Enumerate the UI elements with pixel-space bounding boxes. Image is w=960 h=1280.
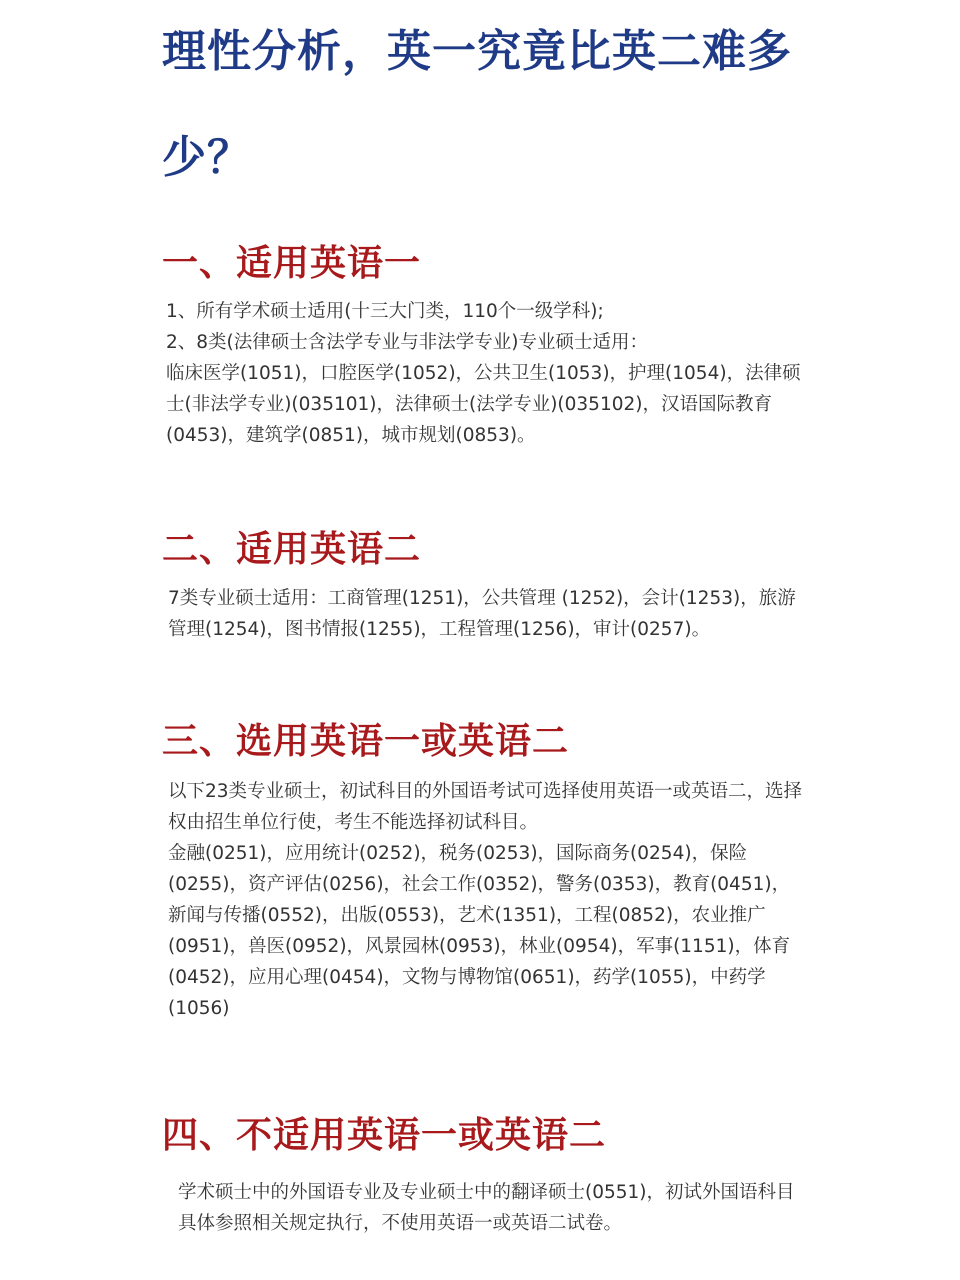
section-3-heading: 三、选用英语一或英语二: [162, 721, 570, 762]
section-3-body: [168, 776, 808, 1024]
section-4-line-1: 学术硕士中的外国语专业及专业硕士中的翻译硕士(0551)，初试外国语科目具体参照相关规定执行，不使用英语一或英语二试卷。: [178, 1182, 795, 1234]
section-2-body: [168, 583, 808, 645]
section-2-line-1: 7类专业硕士适用：工商管理(1251)，公共管理 (1252)，会计(1253)，旅游管理(1254)，图书情报(1255)，工程管理(1256)，审计(0257)。: [168, 588, 796, 640]
section-4-body: [178, 1177, 808, 1239]
section-1-line-1: 1、所有学术硕士适用(十三大门类，110个一级学科);: [166, 301, 604, 322]
section-4-heading: 四、不适用英语一或英语二: [162, 1115, 607, 1156]
section-1-heading: 一、适用英语一: [162, 243, 422, 284]
section-1-line-3: 临床医学(1051)，口腔医学(1052)，公共卫生(1053)，护理(1054)，法律硕士(非法学专业)(035101)，法律硕士(法学专业)(035102)，汉语国际教育(0453)，建筑学(0851)，城市规划(0853)。: [166, 363, 801, 446]
section-3-line-2: 金融(0251)，应用统计(0252)，税务(0253)，国际商务(0254)，保险(0255)，资产评估(0256)，社会工作(0352)，警务(0353)，教育(0451)，新闻与传播(0552)，出版(0553)，艺术(1351)，工程(0852)，农业推广(0951)，兽医(0952)，风景园林(0953)，林业(0954)，军事(1151)，体育(0452)，应用心理(0454)，文物与博物馆(0651)，药学(1055)，中药学(1056): [168, 843, 791, 1019]
section-2-heading: 二、适用英语二: [162, 529, 422, 570]
section-1-body: [166, 296, 806, 451]
page-title-line-1: 理性分析，英一究竟比英二难多: [162, 26, 792, 77]
page-title-line-2: 少？: [162, 132, 252, 183]
section-1-line-2: 2、8类(法律硕士含法学专业与非法学专业)专业硕士适用：: [166, 332, 648, 353]
section-3-line-1: 以下23类专业硕士，初试科目的外国语考试可选择使用英语一或英语二，选择权由招生单位行使，考生不能选择初试科目。: [168, 781, 803, 833]
